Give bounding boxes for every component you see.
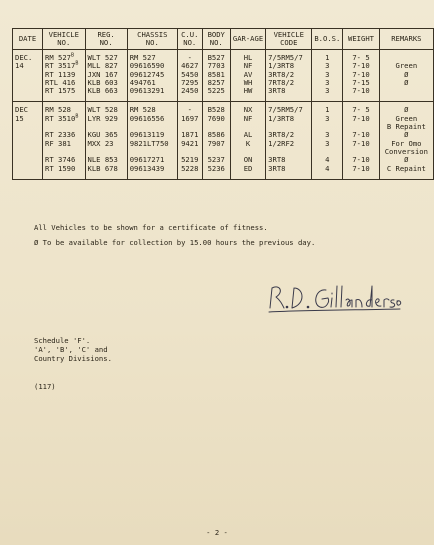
- table-header-row: [13, 29, 434, 50]
- vehicle-no-text: RT 1575: [45, 86, 76, 96]
- cu-no-text: -: [187, 53, 192, 62]
- bos-text: 4: [325, 163, 330, 173]
- header-cu-no: C.U. NO.: [177, 29, 202, 50]
- remarks-cell: [379, 79, 433, 87]
- cu-no-text: 1697: [181, 113, 199, 123]
- gap-cell: [43, 173, 85, 180]
- vehicle-no-cell: [43, 87, 85, 95]
- gap-cell: [202, 173, 230, 180]
- gap-cell: [379, 173, 433, 180]
- header-remarks: REMARKS: [379, 29, 433, 50]
- vehicle-no-text: RT 1590: [45, 163, 76, 173]
- vehicle-code-text: 3RT8/2: [268, 69, 295, 79]
- bos-text: 3: [325, 86, 330, 96]
- vehicle-code-cell: [266, 115, 312, 123]
- collection-note: Ø To be available for collection by 15.00 hours the previous day.: [34, 238, 316, 247]
- vehicle-code-text: 3RT8/2: [268, 130, 295, 140]
- remarks-text: Green: [395, 61, 418, 71]
- weight-text: 7- 5: [352, 53, 370, 62]
- vehicle-code-text: 7/5RM5/7: [268, 53, 303, 62]
- cu-no-text: -: [187, 105, 192, 115]
- date-cell: [13, 79, 43, 87]
- chassis-no-text: RM 527: [129, 53, 156, 62]
- body-no-cell: [202, 165, 230, 173]
- garage-text: ON: [243, 155, 253, 165]
- reg-no-text: KLB 678: [87, 163, 118, 173]
- table-row: [13, 165, 434, 173]
- vehicle-code-text: 3RT8: [268, 155, 286, 165]
- weight-text: 7-10: [352, 130, 370, 140]
- garage-text: K: [245, 138, 251, 148]
- table-row: [13, 140, 434, 148]
- reg-no-cell: [85, 115, 127, 123]
- reg-no-text: WLT 527: [87, 53, 118, 62]
- table-row: [13, 87, 434, 95]
- weight-cell: [343, 87, 379, 95]
- bos-text: 3: [325, 130, 330, 140]
- date-cell: DEC.: [13, 54, 43, 62]
- vehicle-no-text: RT 3746: [45, 155, 76, 165]
- date-cell: [13, 71, 43, 79]
- weight-cell: [343, 165, 379, 173]
- body-no-cell: [202, 115, 230, 123]
- gap-cell: [13, 173, 43, 180]
- vehicle-no-text: RT 3517: [45, 61, 76, 71]
- vehicle-no-suffix: B: [71, 52, 75, 59]
- garage-text: HW: [243, 86, 253, 96]
- remarks-text: Green: [395, 113, 418, 123]
- vehicle-no-text: RF 381: [45, 138, 72, 148]
- bos-text: 3: [325, 113, 330, 123]
- reg-no-text: MXX 23: [87, 138, 114, 148]
- footer-line-3: Country Divisions.: [34, 354, 112, 363]
- garage-cell: [230, 140, 265, 148]
- date-cell: [13, 148, 43, 156]
- reg-no-text: WLT 528: [87, 105, 118, 115]
- weight-text: 7-10: [352, 155, 370, 165]
- body-no-text: 5237: [207, 155, 225, 165]
- vehicle-code-text: 3RT8: [268, 86, 286, 96]
- date-cell: [13, 156, 43, 164]
- weight-text: 7-10: [352, 86, 370, 96]
- header-chassis-no: CHASSIS NO.: [127, 29, 177, 50]
- reg-no-text: JXN 167: [87, 69, 118, 79]
- cu-no-text: 5450: [181, 69, 199, 79]
- fitness-note: All Vehicles to be shown for a certificate of fitness.: [34, 223, 268, 232]
- body-no-text: 7907: [207, 138, 225, 148]
- gap-cell: [343, 173, 379, 180]
- body-no-text: 5236: [207, 163, 225, 173]
- header-weight: WEIGHT: [343, 29, 379, 50]
- garage-text: HL: [243, 53, 253, 62]
- date-cell: [13, 165, 43, 173]
- vehicle-code-cell: [266, 140, 312, 148]
- reg-no-text: LYR 929: [87, 113, 118, 123]
- garage-text: NF: [243, 113, 253, 123]
- vehicle-schedule-table: [12, 28, 434, 180]
- bos-text: 3: [325, 77, 330, 87]
- chassis-no-text: 09617271: [129, 155, 165, 165]
- cu-no-text: 5228: [181, 163, 199, 173]
- date-cell: [13, 131, 43, 139]
- remarks-text: Ø: [404, 77, 409, 87]
- body-no-text: 8581: [207, 69, 225, 79]
- reg-no-text: KLB 603: [87, 77, 118, 87]
- reg-no-text: NLE 853: [87, 155, 118, 165]
- date-cell: DEC: [13, 106, 43, 114]
- reg-no-text: KLB 663: [87, 86, 118, 96]
- chassis-no-text: 09616556: [129, 113, 165, 123]
- garage-text: NF: [243, 61, 253, 71]
- gap-cell: [85, 173, 127, 180]
- garage-text: ED: [243, 163, 253, 173]
- document-reference: (117): [34, 382, 56, 391]
- weight-text: 7-10: [352, 138, 370, 148]
- garage-text: WH: [243, 77, 253, 87]
- bos-cell: [312, 140, 343, 148]
- reg-no-cell: [85, 140, 127, 148]
- gap-cell: [177, 173, 202, 180]
- footer-line-1: Schedule 'F'.: [34, 336, 91, 345]
- reg-no-cell: [85, 165, 127, 173]
- chassis-no-text: 494761: [129, 77, 156, 87]
- chassis-no-text: 09613439: [129, 163, 165, 173]
- vehicle-code-text: 1/3RT8: [268, 113, 295, 123]
- gap-cell: [266, 173, 312, 180]
- chassis-no-text: 09616590: [129, 61, 165, 71]
- garage-cell: [230, 87, 265, 95]
- vehicle-no-text: RT 1139: [45, 69, 76, 79]
- date-cell: [13, 123, 43, 131]
- chassis-no-cell: [127, 140, 177, 148]
- body-no-text: B527: [207, 53, 225, 62]
- reg-no-text: KGU 365: [87, 130, 118, 140]
- date-cell: [13, 140, 43, 148]
- table-row: [13, 115, 434, 123]
- bos-text: 3: [325, 138, 330, 148]
- cu-no-text: 7295: [181, 77, 199, 87]
- reg-no-text: MLL 827: [87, 61, 118, 71]
- vehicle-code-text: 1/3RT8: [268, 61, 295, 71]
- remarks-text: For Omo: [391, 138, 422, 148]
- body-no-text: 5225: [207, 86, 225, 96]
- remarks-text: Conversion: [384, 146, 428, 156]
- header-body-no: BODY NO.: [202, 29, 230, 50]
- chassis-no-text: 09612745: [129, 69, 165, 79]
- vehicle-no-text: RM 528: [45, 105, 72, 115]
- date-cell: 14: [13, 62, 43, 70]
- weight-text: 7-10: [352, 163, 370, 173]
- vehicle-no-text: RTL 416: [45, 77, 76, 87]
- remarks-text: B Repaint: [386, 122, 426, 132]
- body-no-text: 7703: [207, 61, 225, 71]
- group-end-row: [13, 173, 434, 180]
- reg-no-cell: [85, 87, 127, 95]
- header-vehicle-no: VEHICLE NO.: [43, 29, 85, 50]
- cu-no-text: 9421: [181, 138, 199, 148]
- cu-no-cell: [177, 87, 202, 95]
- vehicle-no-text: RT 2336: [45, 130, 76, 140]
- header-reg-no: REG. NO.: [85, 29, 127, 50]
- remarks-text: C Repaint: [386, 163, 426, 173]
- vehicle-no-text: RM 527: [45, 53, 72, 62]
- cu-no-cell: [177, 165, 202, 173]
- cu-no-text: 5219: [181, 155, 199, 165]
- body-no-text: 8257: [207, 77, 225, 87]
- vehicle-no-suffix: B: [75, 113, 79, 120]
- chassis-no-text: 09613291: [129, 86, 165, 96]
- footer-line-2: 'A', 'B', 'C' and: [34, 345, 108, 354]
- garage-cell: [230, 165, 265, 173]
- chassis-no-cell: [127, 165, 177, 173]
- weight-text: 7-10: [352, 69, 370, 79]
- vehicle-code-text: 3RT8: [268, 163, 286, 173]
- body-no-text: 8586: [207, 130, 225, 140]
- cu-no-text: 1871: [181, 130, 199, 140]
- header-date: DATE: [13, 29, 43, 50]
- remarks-text: Ø: [404, 155, 409, 165]
- body-no-text: B528: [207, 105, 225, 115]
- vehicle-no-cell: [43, 165, 85, 173]
- bos-text: 4: [325, 155, 330, 165]
- chassis-no-text: 9821LT750: [129, 138, 169, 148]
- vehicle-no-cell: [43, 140, 85, 148]
- weight-text: 7-10: [352, 61, 370, 71]
- chassis-no-cell: [127, 87, 177, 95]
- header-vehicle-code: VEHICLE CODE: [266, 29, 312, 50]
- bos-text: 1: [325, 105, 330, 115]
- vehicle-code-text: 7RT8/2: [268, 77, 295, 87]
- vehicle-no-cell: [43, 115, 85, 123]
- cu-no-text: 4627: [181, 61, 199, 71]
- weight-cell: [343, 140, 379, 148]
- vehicle-code-cell: [266, 165, 312, 173]
- header-garage: GAR-AGE: [230, 29, 265, 50]
- remarks-text: Ø: [404, 105, 409, 115]
- chassis-no-text: 09613119: [129, 130, 165, 140]
- vehicle-no-text: RT 3510: [45, 113, 76, 123]
- weight-text: 7- 5: [352, 105, 370, 115]
- remarks-cell: [379, 87, 433, 95]
- body-no-cell: [202, 140, 230, 148]
- handwritten-signature: [268, 282, 404, 316]
- remarks-text: Ø: [404, 130, 409, 140]
- bos-cell: [312, 165, 343, 173]
- cu-no-text: 2450: [181, 86, 199, 96]
- chassis-no-cell: [127, 115, 177, 123]
- remarks-cell: [379, 165, 433, 173]
- date-cell: [13, 87, 43, 95]
- garage-text: AV: [243, 69, 253, 79]
- date-cell: 15: [13, 115, 43, 123]
- bos-cell: [312, 115, 343, 123]
- garage-text: AL: [243, 130, 253, 140]
- garage-cell: [230, 115, 265, 123]
- gap-cell: [230, 173, 265, 180]
- vehicle-code-text: 7/5RM5/7: [268, 105, 303, 115]
- remarks-text: Ø: [404, 69, 409, 79]
- gap-cell: [312, 173, 343, 180]
- header-bos: B.O.S.: [312, 29, 343, 50]
- body-no-text: 7690: [207, 113, 225, 123]
- chassis-no-text: RM 528: [129, 105, 156, 115]
- weight-cell: [343, 115, 379, 123]
- garage-text: NX: [243, 105, 253, 115]
- cu-no-cell: [177, 115, 202, 123]
- gap-cell: [127, 173, 177, 180]
- schedule-footer: [34, 336, 112, 363]
- weight-text: 7-15: [352, 77, 370, 87]
- bos-cell: [312, 87, 343, 95]
- vehicle-code-text: 1/2RF2: [268, 138, 295, 148]
- bos-text: 3: [325, 61, 330, 71]
- bos-text: 3: [325, 69, 330, 79]
- weight-text: 7-10: [352, 113, 370, 123]
- cu-no-cell: [177, 140, 202, 148]
- bos-text: 1: [325, 53, 330, 62]
- body-no-cell: [202, 87, 230, 95]
- vehicle-no-suffix: B: [75, 60, 79, 67]
- page-number: - 2 -: [206, 528, 228, 537]
- vehicle-code-cell: [266, 87, 312, 95]
